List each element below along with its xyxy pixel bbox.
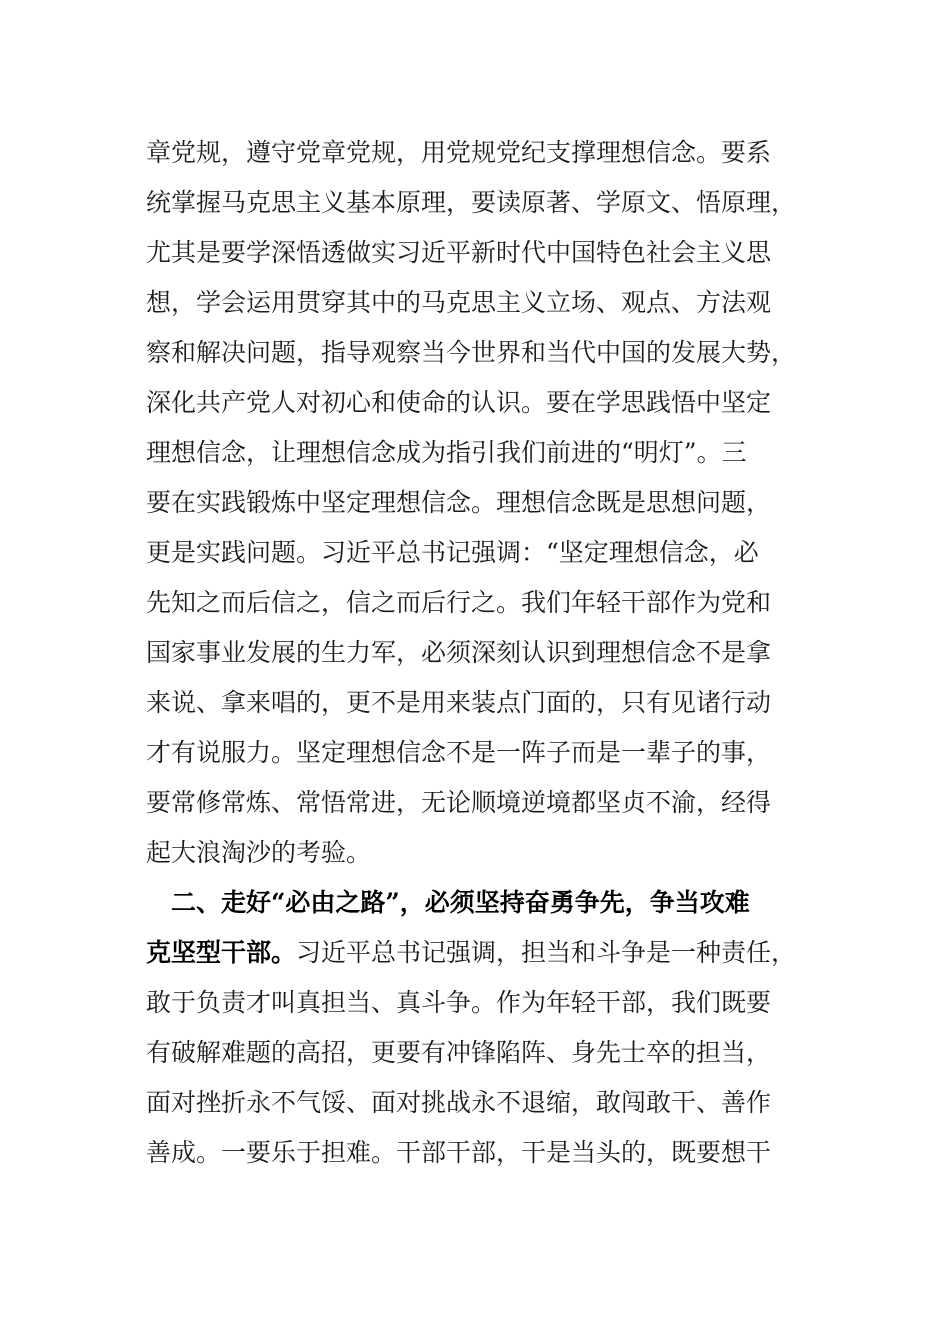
text-line: 想，学会运用贯穿其中的马克思主义立场、观点、方法观 bbox=[146, 288, 772, 317]
section-heading: 二、走好“必由之路”，必须坚持奋勇争先，争当攻难 bbox=[146, 888, 750, 917]
text-line: 有破解难题的高招，更要有冲锋陷阵、身先士卒的担当， bbox=[146, 1038, 772, 1067]
text-line: 更是实践问题。习近平总书记强调：“坚定理想信念，必 bbox=[146, 538, 759, 567]
text-line: 来说、拿来唱的，更不是用来装点门面的，只有见诸行动 bbox=[146, 688, 772, 717]
text-line: 才有说服力。坚定理想信念不是一阵子而是一辈子的事， bbox=[146, 738, 772, 767]
text-run: 习近平总书记强调，担当和斗争是一种责任， bbox=[296, 938, 797, 967]
text-line: 善成。一要乐于担难。干部干部，干是当头的，既要想干 bbox=[146, 1138, 772, 1167]
text-line: 要常修常炼、常悟常进，无论顺境逆境都坚贞不渝，经得 bbox=[146, 788, 772, 817]
text-line: 察和解决问题，指导观察当今世界和当代中国的发展大势， bbox=[146, 338, 797, 367]
text-line: 深化共产党人对初心和使命的认识。要在学思践悟中坚定 bbox=[146, 388, 772, 417]
text-line: 面对挫折永不气馁、面对挑战永不退缩，敢闯敢干、善作 bbox=[146, 1088, 772, 1117]
text-line: 理想信念，让理想信念成为指引我们前进的“明灯”。三 bbox=[146, 438, 747, 467]
section-heading-end: 克坚型干部。 bbox=[146, 938, 297, 967]
text-line: 先知之而后信之，信之而后行之。我们年轻干部作为党和 bbox=[146, 588, 772, 617]
text-line: 统掌握马克思主义基本原理，要读原著、学原文、悟原理， bbox=[146, 188, 797, 217]
text-line: 起大浪淘沙的考验。 bbox=[146, 838, 372, 867]
text-line: 尤其是要学深悟透做实习近平新时代中国特色社会主义思 bbox=[146, 238, 772, 267]
document-body bbox=[146, 128, 806, 1178]
text-line: 章党规，遵守党章党规，用党规党纪支撑理想信念。要系 bbox=[146, 138, 772, 167]
text-line bbox=[146, 928, 806, 978]
text-line: 国家事业发展的生力军，必须深刻认识到理想信念不是拿 bbox=[146, 638, 772, 667]
text-line: 要在实践锻炼中坚定理想信念。理想信念既是思想问题， bbox=[146, 488, 772, 517]
text-line: 敢于负责才叫真担当、真斗争。作为年轻干部，我们既要 bbox=[146, 988, 772, 1017]
